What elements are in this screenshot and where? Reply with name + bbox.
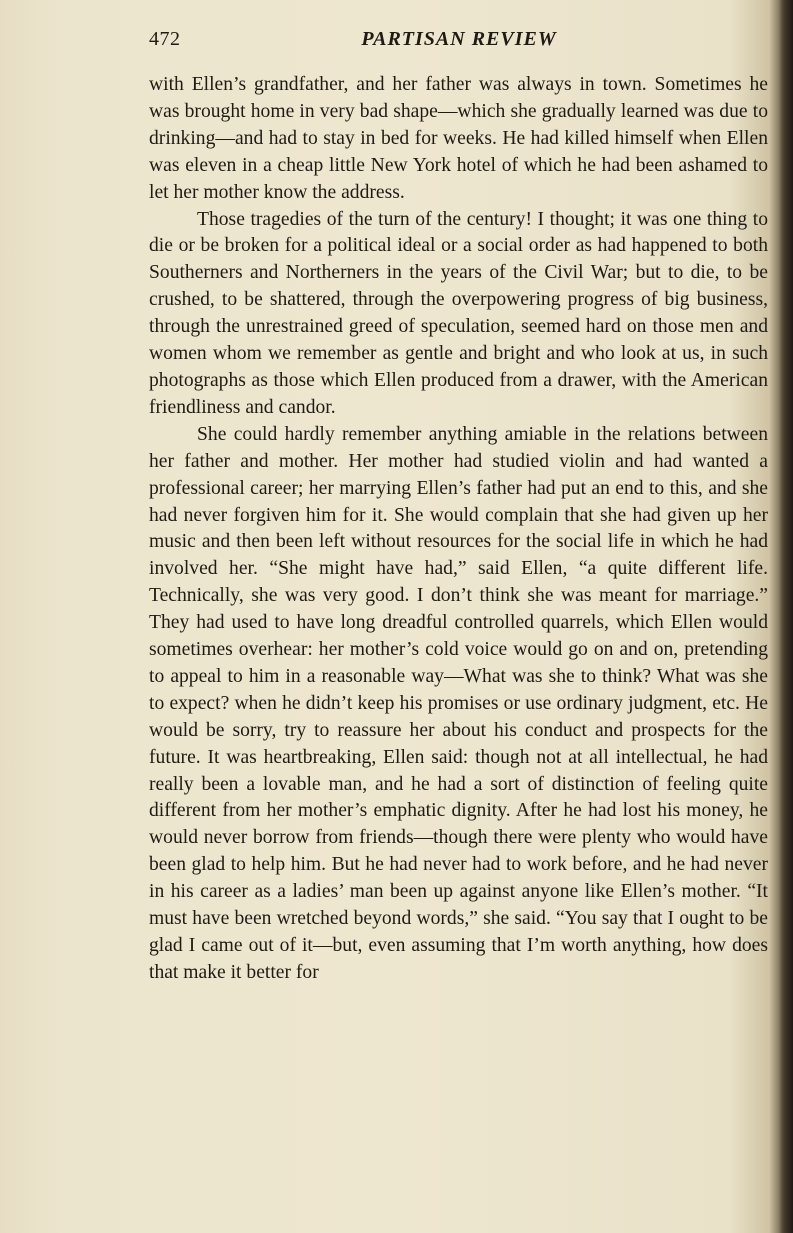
page-header: [149, 28, 769, 54]
book-spine-shadow: [779, 0, 793, 1233]
paragraph-1: with Ellen’s grandfather, and her father was always in town. Sometimes he was brought home in very bad shape—which she gradually learned was due to drinking—and had to stay in bed for weeks. He had killed himself when Ellen was eleven in a cheap little New York hotel of which he had been ashamed to let her mother know the address.: [149, 74, 768, 203]
paragraph-3: She could hardly remember anything amiable in the relations between her father and mother. Her mother had studied violin and had wanted a professional career; her marrying Ellen’s father had put an end to this, and she had never forgiven him for it. She would complain that she had given up her music and then been left without resources for the social life in which he had involved her. “She might have had,” said Ellen, “a quite different life. Technically, she was very good. I don’t think she was meant for marriage.” They had used to have long dreadful controlled quarrels, which Ellen would sometimes overhear: her mother’s cold voice would go on and on, pretending to appeal to him in a reasonable way—What was she to think? What was she to expect? when he didn’t keep his promises or use ordinary judgment, etc. He would be sorry, try to reassure her about his conduct and prospects for the future. It was heartbreaking, Ellen said: though not at all intellectual, he had really been a lovable man, and he had a sort of distinction of feeling quite different from her mother’s emphatic dignity. After he had lost his money, he would never borrow from friends—though there were plenty who would have been glad to help him. But he had never had to work before, and he had never in his career as a ladies’ man been up against anyone like Ellen’s mother. “It must have been wretched beyond words,” she said. “You say that I ought to be glad I came out of it—but, even assuming that I’m worth anything, how does that make it better for: [149, 423, 768, 983]
running-head: PARTISAN REVIEW: [361, 28, 557, 50]
body-text: [149, 72, 768, 987]
paragraph-2: Those tragedies of the turn of the century! I thought; it was one thing to die or be broken for a political ideal or a social order as had happened to both Southerners and Northerners in the years of the Civil War; but to die, to be crushed, to be shattered, through the overpowering progress of big business, through the unrestrained greed of speculation, seemed hard on those men and women whom we remember as gentle and bright and who look at us, in such photographs as those which Ellen produced from a drawer, with the American friendliness and candor.: [149, 208, 768, 418]
page-number: 472: [149, 28, 181, 50]
